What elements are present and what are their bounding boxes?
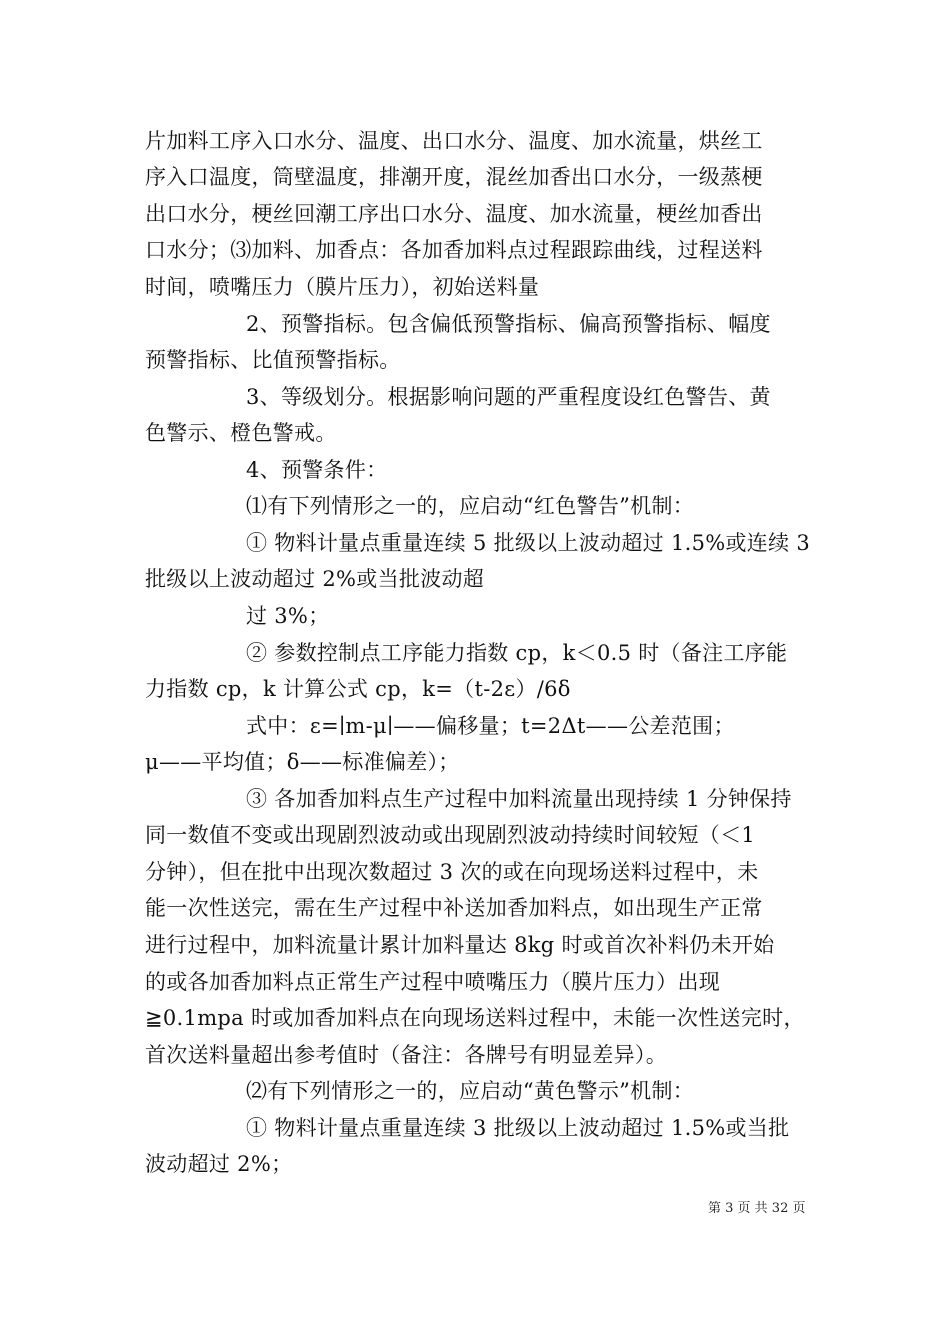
text-line: 口水分；⑶加料、加香点：各加香加料点过程跟踪曲线，过程送料 [145,238,763,262]
text-line: 的或各加香加料点正常生产过程中喷嘴压力（膜片压力）出现 [145,970,721,994]
text-line: 分钟），但在批中出现次数超过 3 次的或在向现场送料过程中，未 [145,860,759,884]
text-line: ③ 各加香加料点生产过程中加料流量出现持续 1 分钟保持 [246,787,792,811]
text-line: 进行过程中，加料流量计累计加料量达 8kg 时或首次补料仍未开始 [145,933,775,957]
text-line: 3、等级划分。根据影响问题的严重程度设红色警告、黄 [246,385,771,409]
text-line: ① 物料计量点重量连续 3 批级以上波动超过 1.5%或当批 [246,1116,790,1140]
text-line: 4、预警条件： [246,458,388,482]
text-line: ⑵有下列情形之一的，应启动“黄色警示”机制： [246,1079,695,1103]
text-line: ② 参数控制点工序能力指数 cp，k＜0.5 时（备注工序能 [246,641,788,665]
text-line: 批级以上波动超过 2%或当批波动超 [145,567,485,591]
text-line: 式中：ε=∣m-μ∣——偏移量；t=2Δt——公差范围； [246,714,735,738]
text-line: 力指数 cp，k 计算公式 cp，k=（t-2ε）/6δ [145,677,571,701]
text-line: 预警指标、比值预警指标。 [145,348,401,372]
text-line: 过 3%； [246,604,330,628]
text-line: ⑴有下列情形之一的，应启动“红色警告”机制： [246,494,695,518]
text-line: ≧0.1mpa 时或加香加料点在向现场送料过程中，未能一次性送完时， [145,1006,805,1030]
text-line: 2、预警指标。包含偏低预警指标、偏高预警指标、幅度 [246,312,771,336]
text-line: 色警示、橙色警戒。 [145,421,337,445]
text-line: 同一数值不变或出现剧烈波动或出现剧烈波动持续时间较短（＜1 [145,823,756,847]
text-line: 时间，喷嘴压力（膜片压力），初始送料量 [145,275,540,299]
text-line: μ——平均值；δ——标准偏差）； [145,750,460,774]
text-line: 波动超过 2%； [145,1152,293,1176]
text-line: 首次送料量超出参考值时（备注：各牌号有明显差异）。 [145,1043,667,1067]
text-line: 能一次性送完，需在生产过程中补送加香加料点，如出现生产正常 [145,896,763,920]
text-line: ① 物料计量点重量连续 5 批级以上波动超过 1.5%或连续 3 [246,531,811,555]
text-line: 出口水分，梗丝回潮工序出口水分、温度、加水流量，梗丝加香出 [145,202,763,226]
text-line: 序入口温度，筒壁温度，排潮开度，混丝加香出口水分，一级蒸梗 [145,165,763,189]
text-line: 片加料工序入口水分、温度、出口水分、温度、加水流量，烘丝工 [145,129,763,153]
page-number-footer: 第 3 页 共 32 页 [708,1201,806,1216]
